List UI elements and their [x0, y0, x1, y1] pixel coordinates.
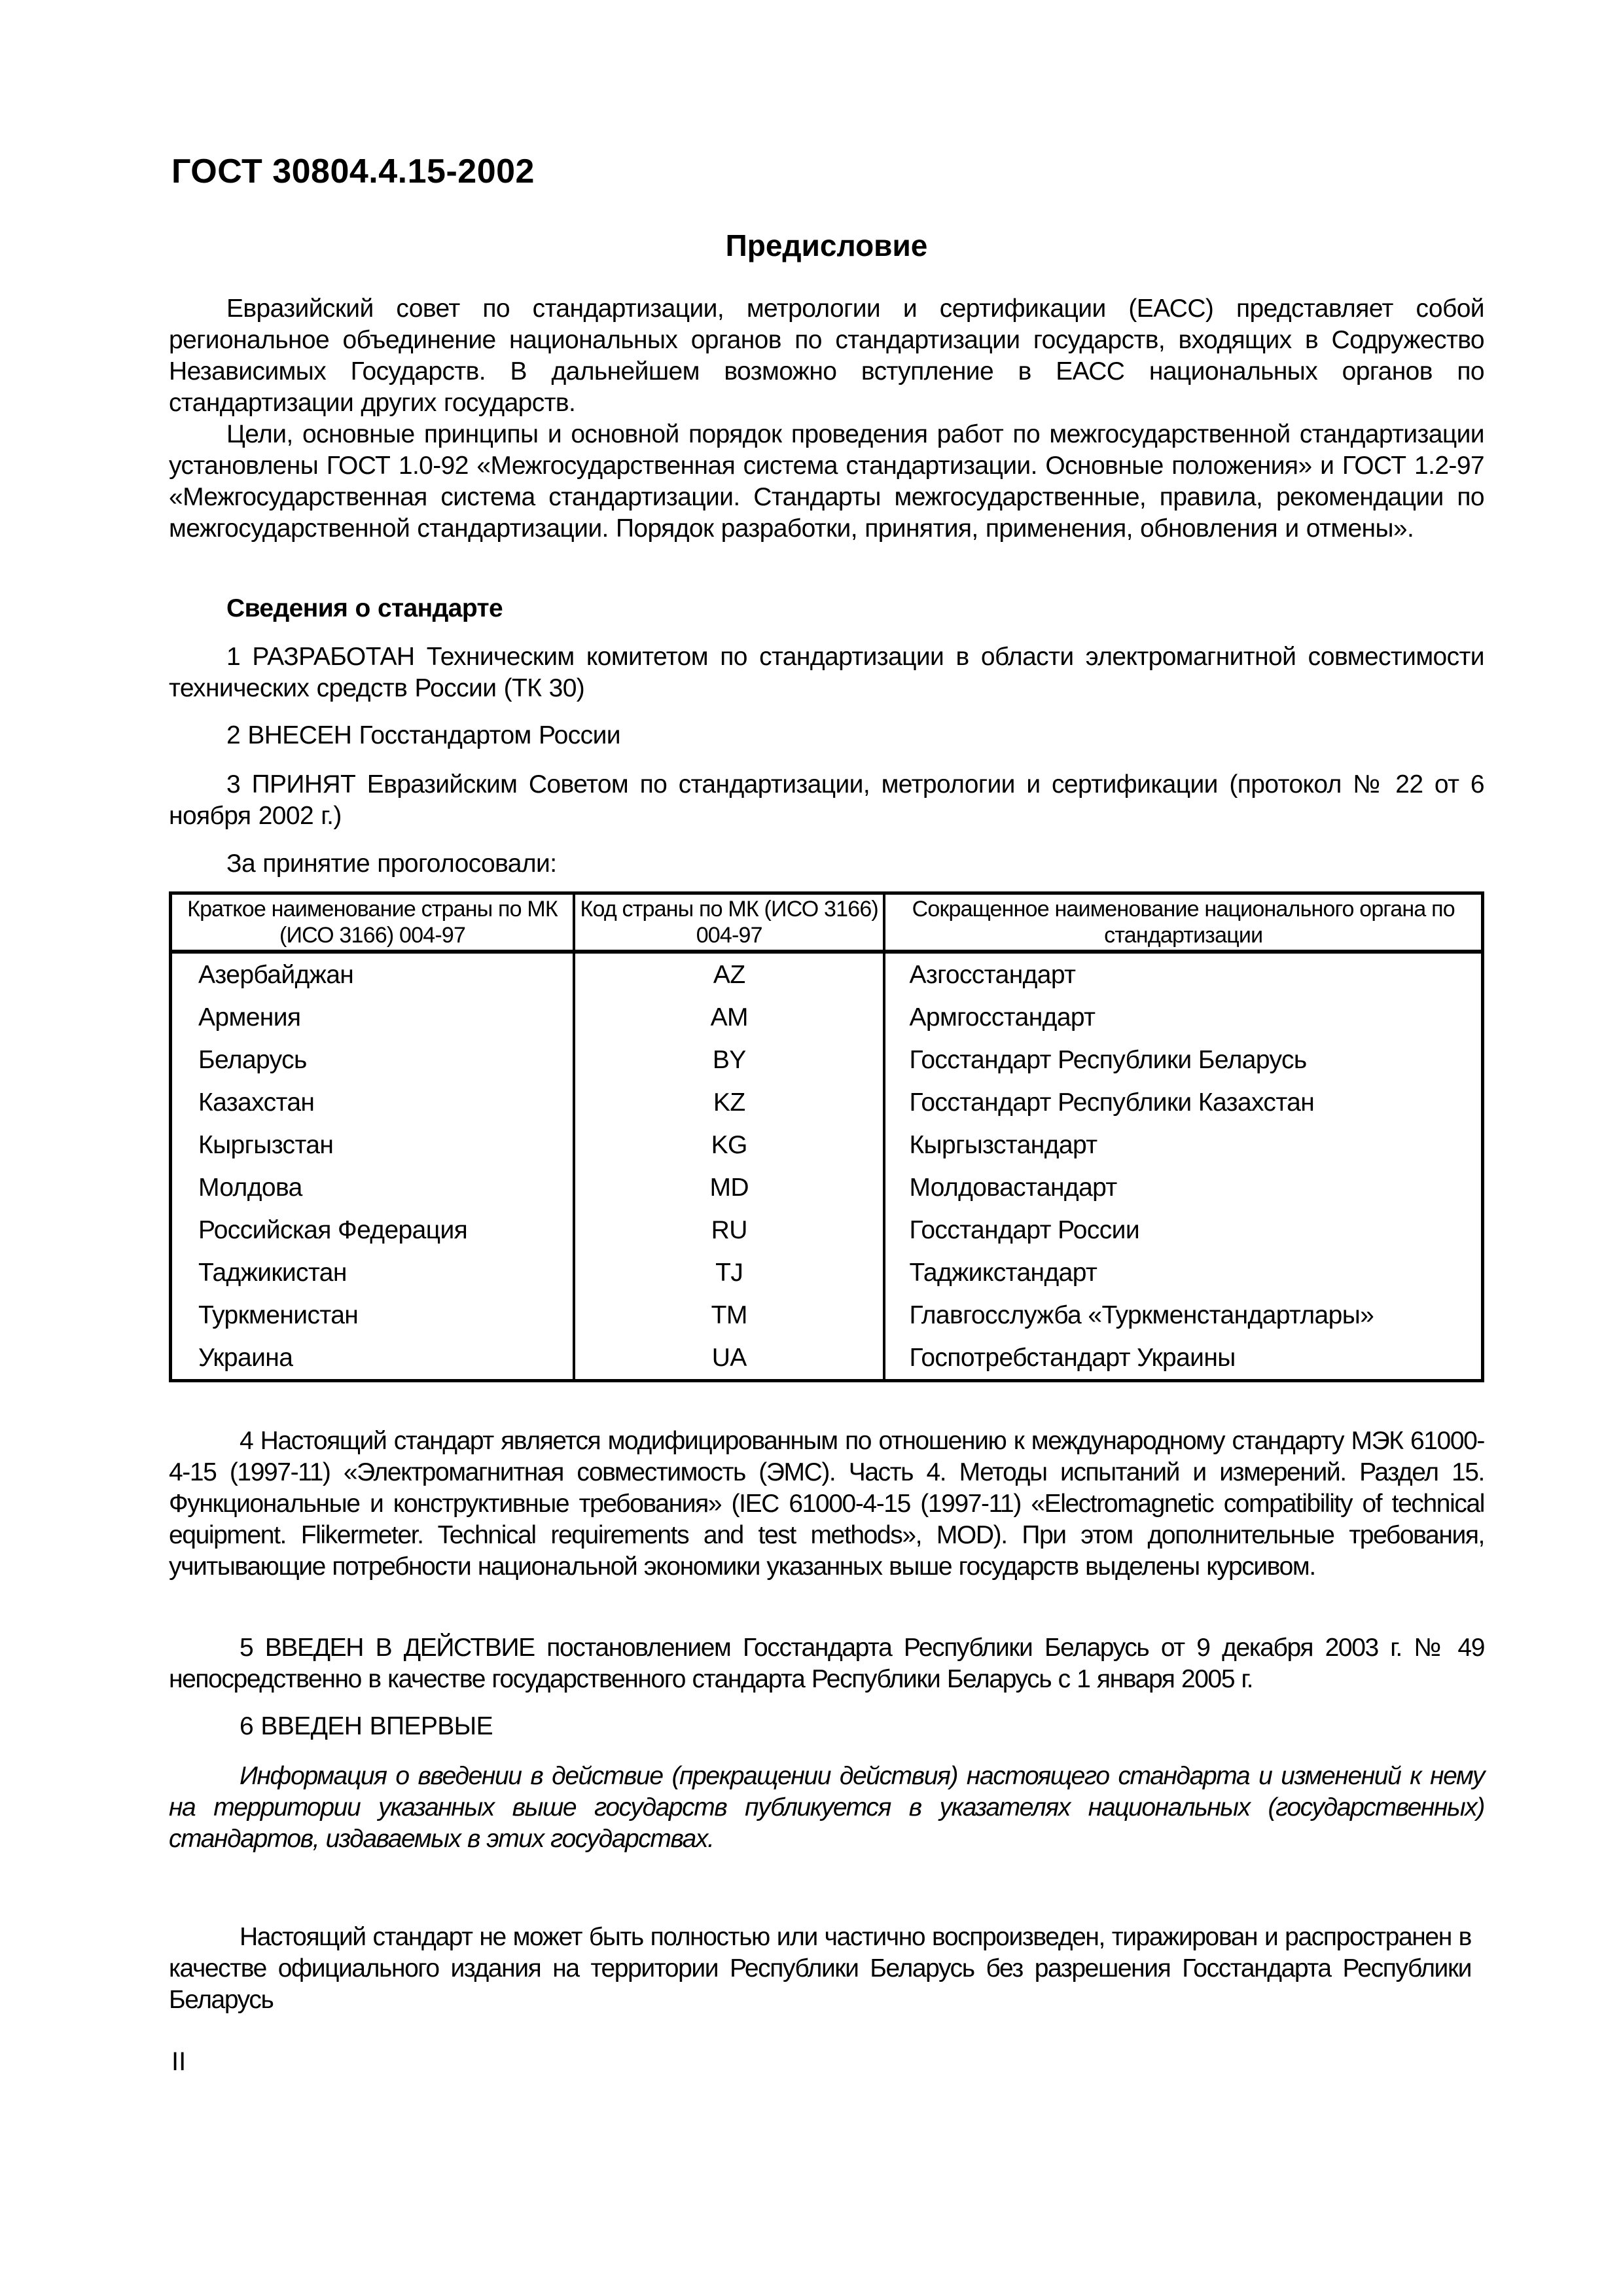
country-code: KG [574, 1124, 884, 1166]
document-code: ГОСТ 30804.4.15-2002 [171, 152, 535, 190]
national-body: Молдовастандарт [884, 1166, 1482, 1209]
standard-info-heading: Сведения о стандарте [226, 594, 503, 622]
national-body: Таджикстандарт [884, 1251, 1482, 1294]
column-header-national-body: Сокращенное наименование национального органа по стандартизации [884, 893, 1482, 952]
country-name: Кыргызстан [198, 1130, 334, 1159]
preface-title: Предисловие [725, 228, 928, 262]
national-body: Госстандарт России [884, 1209, 1482, 1251]
national-body: Кыргызстандарт [884, 1124, 1482, 1166]
publication-info-note: Информация о введении в действие (прекращении действия) настоящего стандарта и изменений к нему на территории указанных выше государств публикуется в указателях национальных (государственных) стандартов, издаваемых в этих государствах. [169, 1762, 1484, 1853]
column-header-country: Краткое наименование страны по МК (ИСО 3166) 004-97 [171, 893, 575, 952]
country-name: Азербайджан [198, 960, 354, 989]
preface-paragraph-2: Цели, основные принципы и основной порядок проведения работ по межгосударственной стандартизации установлены ГОСТ 1.0-92 «Межгосударственная система стандартизации. Основные положения» и ГОСТ 1.2-97 «Межгосударственная система стандартизации. Стандарты межгосударственные, правила, рекомендации по межгосударственной стандартизации. Порядок разработки, принятия, применения, обновления и отмены». [169, 420, 1484, 543]
country-code: TJ [574, 1251, 884, 1294]
national-body: Азгосстандарт [884, 952, 1482, 996]
country-name: Армения [198, 1003, 301, 1031]
standard-info-item-3: 3 ПРИНЯТ Евразийским Советом по стандартизации, метрологии и сертификации (протокол № 22 от 6 ноября 2002 г.) [169, 770, 1484, 830]
table-row [171, 1081, 1483, 1124]
country-name: Российская Федерация [198, 1215, 468, 1244]
table-row [171, 1336, 1483, 1381]
table-row [171, 1251, 1483, 1294]
country-code: AM [574, 996, 884, 1039]
table-row [171, 1294, 1483, 1336]
standard-info-item-6: 6 ВВЕДЕН ВПЕРВЫЕ [240, 1712, 493, 1740]
country-name: Таджикистан [198, 1258, 347, 1287]
country-name: Молдова [198, 1173, 302, 1202]
national-body: Армгосстандарт [884, 996, 1482, 1039]
table-header-row [171, 893, 1483, 952]
table-row [171, 1166, 1483, 1209]
vote-intro: За принятие проголосовали: [226, 850, 557, 878]
national-body: Главгосслужба «Туркменстандартлары» [884, 1294, 1482, 1336]
country-code: UA [574, 1336, 884, 1381]
voting-countries-table [169, 891, 1484, 1382]
country-code: RU [574, 1209, 884, 1251]
country-code: MD [574, 1166, 884, 1209]
country-code: KZ [574, 1081, 884, 1124]
preface-paragraph-1: Евразийский совет по стандартизации, метрологии и сертификации (ЕАСС) представляет собой региональное объединение национальных органов по стандартизации государств, входящих в Содружество Независимых Государств. В дальнейшем возможно вступление в ЕАСС национальных органов по стандартизации других государств. [169, 295, 1484, 417]
national-body: Госстандарт Республики Беларусь [884, 1039, 1482, 1081]
table-row [171, 1209, 1483, 1251]
column-header-code: Код страны по МК (ИСО 3166) 004-97 [574, 893, 884, 952]
standard-info-item-4: 4 Настоящий стандарт является модифицированным по отношению к международному стандарту МЭК 61000-4-15 (1997-11) «Электромагнитная совместимость (ЭМС). Часть 4. Методы испытаний и измерений. Раздел 15. Функциональные и конструктивные требования» (IEC 61000-4-15 (1997-11) «Electromagnetic compatibility of technical equipment. Flikermeter. Technical requirements and test methods», MOD). При этом дополнительные требования, учитывающие потребности национальной экономики указанных выше государств выделены курсивом. [169, 1427, 1484, 1581]
table-row [171, 1124, 1483, 1166]
page-number: II [171, 2047, 187, 2076]
country-code: TM [574, 1294, 884, 1336]
country-name: Украина [198, 1343, 293, 1372]
country-name: Туркменистан [198, 1300, 359, 1329]
copyright-notice: Настоящий стандарт не может быть полностью или частично воспроизведен, тиражирован и распространен в качестве официального издания на территории Республики Беларусь без разрешения Госстандарта Республики Беларусь [169, 1923, 1471, 2014]
national-body: Госстандарт Республики Казахстан [884, 1081, 1482, 1124]
standard-info-item-2: 2 ВНЕСЕН Госстандартом России [226, 721, 620, 749]
country-name: Казахстан [198, 1088, 315, 1117]
table-row [171, 952, 1483, 996]
table-row [171, 1039, 1483, 1081]
country-code: BY [574, 1039, 884, 1081]
table-row [171, 996, 1483, 1039]
country-code: AZ [574, 952, 884, 996]
national-body: Госпотребстандарт Украины [884, 1336, 1482, 1381]
country-name: Беларусь [198, 1045, 307, 1074]
standard-info-item-5: 5 ВВЕДЕН В ДЕЙСТВИЕ постановлением Госстандарта Республики Беларусь от 9 декабря 2003 г. № 49 непосредственно в качестве государственного стандарта Республики Беларусь с 1 января 2005 г. [169, 1634, 1484, 1693]
standard-info-item-1: 1 РАЗРАБОТАН Техническим комитетом по стандартизации в области электромагнитной совместимости технических средств России (ТК 30) [169, 643, 1484, 702]
